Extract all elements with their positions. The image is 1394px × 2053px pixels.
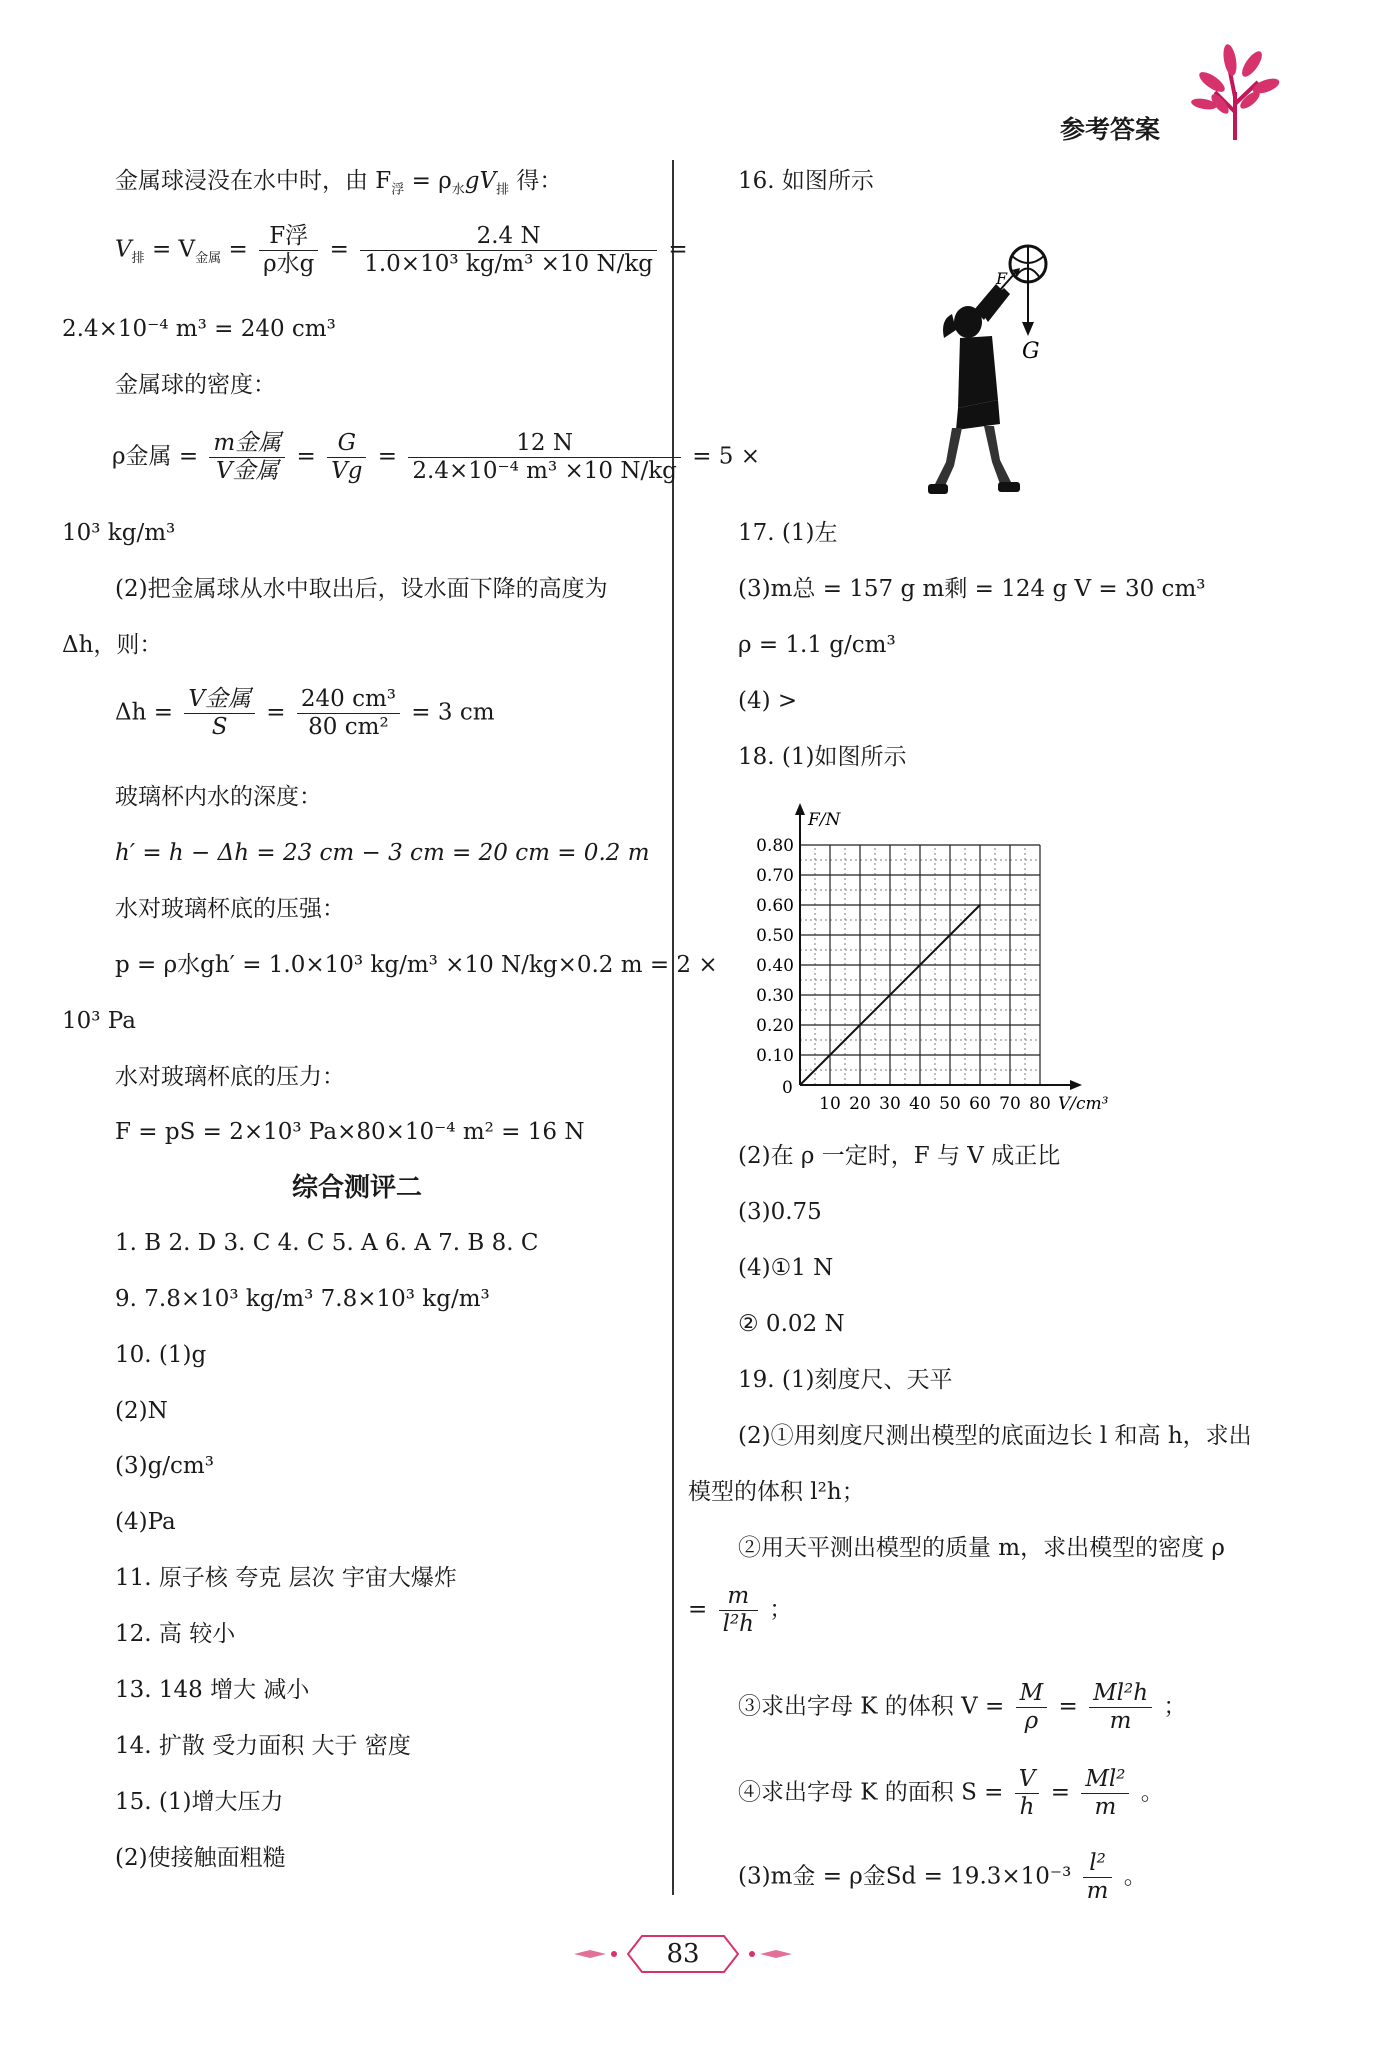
force-label: 水对玻璃杯底的压力： xyxy=(115,1064,345,1090)
x-tick-label: 50 xyxy=(939,1094,961,1114)
y-tick-label: 0.40 xyxy=(756,956,794,976)
y-tick-label: 0.30 xyxy=(756,986,794,1006)
answer-10: 10. (1)g xyxy=(115,1342,207,1368)
part2-line-b: Δh，则： xyxy=(62,632,163,658)
x-axis-arrow xyxy=(1070,1080,1082,1090)
header-tree-logo xyxy=(1190,42,1280,142)
column-divider xyxy=(672,160,674,1895)
rho-result: 10³ kg/m³ xyxy=(62,520,176,546)
answer-17d: (4) > xyxy=(738,688,798,714)
dh-equation: Δh = $\frac{\text{V金属}}{S}$ = $\frac{\text{240 cm³}}{\text{80 cm²}}$ = 3 cm xyxy=(115,686,495,740)
x-tick-label: 80 xyxy=(1029,1094,1051,1114)
fraction: $\frac{\text{l²}}{m}$ xyxy=(1083,1852,1113,1903)
answer-16: 16. 如图所示 xyxy=(738,168,874,194)
rho-equation: ρ金属 = $\frac{\text{m金属}}{\text{V金属}}$ = $\frac{G}{Vg}$ = $\frac{12 N}{\text{2.4×10⁻⁴ m³ ×10 N/kg}}$ = 5 × xyxy=(112,430,761,484)
fraction: $\frac{\text{V金属}}{S}$ xyxy=(184,688,255,739)
fraction: $\frac{G}{Vg}$ xyxy=(327,432,366,483)
pressure-equation: p = ρ水gh′ = 1.0×10³ kg/m³ ×10 N/kg×0.2 m = 2 × xyxy=(115,952,718,978)
answer-19d: ②用天平测出模型的质量 m，求出模型的密度 ρ xyxy=(738,1535,1225,1561)
header-title: 参考答案 xyxy=(1060,115,1161,144)
y-axis-label: F/N xyxy=(808,810,841,830)
answer-19b: (2)①用刻度尺测出模型的底面边长 l 和高 h，求出 xyxy=(738,1423,1252,1449)
fraction: $\frac{m}{\text{l²h}}$ xyxy=(719,1585,758,1636)
x-tick-label: 60 xyxy=(969,1094,991,1114)
answer-18d: (4)①1 N xyxy=(738,1255,834,1281)
x-tick-label: 10 xyxy=(819,1094,841,1114)
fraction: $\frac{\text{240 cm³}}{\text{80 cm²}}$ xyxy=(297,688,400,739)
answer-19e: = $\frac{m}{\text{l²h}}$ ； xyxy=(688,1583,793,1637)
answer-11: 11. 原子核 夸克 层次 宇宙大爆炸 xyxy=(115,1565,457,1591)
pressure-label: 水对玻璃杯底的压强： xyxy=(115,896,345,922)
y-tick-label: 0.20 xyxy=(756,1016,794,1036)
fv-chart xyxy=(730,795,1110,1115)
player-silhouette xyxy=(928,284,1020,494)
fraction: $\frac{\text{Ml²}}{m}$ xyxy=(1081,1768,1129,1819)
answer-9: 9. 7.8×10³ kg/m³ 7.8×10³ kg/m³ xyxy=(115,1286,490,1312)
gravity-arrow xyxy=(1022,282,1034,336)
page-number: 83 xyxy=(666,1939,700,1969)
answer-1-8: 1. B 2. D 3. C 4. C 5. A 6. A 7. B 8. C xyxy=(115,1230,539,1256)
answer-19h: (3)m金 = ρ金Sd = 19.3×10⁻³ $\frac{\text{l²}}{m}$ 。 xyxy=(738,1850,1147,1904)
fraction: $\frac{M}{\rho}$ xyxy=(1016,1682,1048,1733)
x-tick-label: 40 xyxy=(909,1094,931,1114)
answer-18c: (3)0.75 xyxy=(738,1199,822,1225)
answer-12: 12. 高 较小 xyxy=(115,1621,236,1647)
depth-label: 玻璃杯内水的深度： xyxy=(115,784,322,810)
fv-chart-svg xyxy=(730,795,1110,1115)
fraction: $\frac{12 N}{\text{2.4×10⁻⁴ m³ ×10 N/kg}}$ xyxy=(408,432,681,483)
answer-19f: ③求出字母 K 的体积 V = $\frac{M}{\rho}$ = $\frac{\text{Ml²h}}{m}$ ； xyxy=(738,1680,1187,1734)
volleyball-figure xyxy=(900,240,1070,510)
answer-10c: (3)g/cm³ xyxy=(115,1453,214,1479)
y-tick-label: 0.60 xyxy=(756,896,794,916)
fraction: $\frac{\text{Ml²h}}{m}$ xyxy=(1089,1682,1152,1733)
y-axis-arrow xyxy=(795,803,805,815)
answer-19g: ④求出字母 K 的面积 S = $\frac{V}{h}$ = $\frac{\text{Ml²}}{m}$ 。 xyxy=(738,1766,1164,1820)
answer-18b: (2)在 ρ 一定时，F 与 V 成正比 xyxy=(738,1143,1061,1169)
fraction: $\frac{\text{F浮}}{\text{ρ水g}}$ xyxy=(259,225,318,276)
section-title: 综合测评二 xyxy=(292,1173,423,1203)
volleyball-ball xyxy=(1010,246,1046,282)
answer-17b: (3)m总 = 157 g m剩 = 124 g V = 30 cm³ xyxy=(738,576,1206,602)
answer-17: 17. (1)左 xyxy=(738,520,838,546)
answer-14: 14. 扩散 受力面积 大于 密度 xyxy=(115,1733,411,1759)
v-result: 2.4×10⁻⁴ m³ = 240 cm³ xyxy=(62,316,336,342)
y-tick-label: 0.50 xyxy=(756,926,794,946)
answer-19: 19. (1)刻度尺、天平 xyxy=(738,1367,953,1393)
gravity-label: G xyxy=(1022,339,1040,364)
answer-15: 15. (1)增大压力 xyxy=(115,1789,284,1815)
left-line-1: 金属球浸没在水中时，由 $F_浮 = \rho_水gV_排$ 得： xyxy=(115,168,563,198)
fraction: $\frac{2.4 N}{\text{1.0×10³ kg/m³ ×10 N/kg}}$ xyxy=(360,225,657,276)
force-label: F xyxy=(996,269,1008,288)
x-tick-label: 70 xyxy=(999,1094,1021,1114)
answer-18e: ② 0.02 N xyxy=(738,1311,845,1337)
answer-10b: (2)N xyxy=(115,1398,168,1424)
density-label: 金属球的密度： xyxy=(115,372,276,398)
answer-10d: (4)Pa xyxy=(115,1509,176,1535)
depth-equation: h′ = h − Δh = 23 cm − 3 cm = 20 cm = 0.2 m xyxy=(115,840,650,866)
pressure-result: 10³ Pa xyxy=(62,1008,136,1034)
v-equation: $V_排 = V_{金属}$ = $\frac{\text{F浮}}{\text{ρ水g}}$ = $\frac{2.4 N}{\text{1.0×10³ kg/m³ ×10 N/kg}}$ = xyxy=(115,223,688,277)
fraction: $\frac{\text{m金属}}{\text{V金属}}$ xyxy=(209,432,285,483)
origin-label: 0 xyxy=(782,1078,793,1098)
force-equation: F = pS = 2×10³ Pa×80×10⁻⁴ m² = 16 N xyxy=(115,1119,585,1145)
answer-15b: (2)使接触面粗糙 xyxy=(115,1845,286,1871)
answer-19c: 模型的体积 l²h； xyxy=(688,1479,865,1505)
y-tick-label: 0.10 xyxy=(756,1046,794,1066)
fraction: $\frac{V}{h}$ xyxy=(1015,1768,1040,1819)
answer-18: 18. (1)如图所示 xyxy=(738,744,907,770)
answer-13: 13. 148 增大 减小 xyxy=(115,1677,310,1703)
y-tick-label: 0.80 xyxy=(756,836,794,856)
y-tick-label: 0.70 xyxy=(756,866,794,886)
answer-17c: ρ = 1.1 g/cm³ xyxy=(738,632,896,658)
part2-line: (2)把金属球从水中取出后，设水面下降的高度为 xyxy=(115,576,608,602)
x-axis-label: V/cm³ xyxy=(1058,1094,1109,1114)
x-tick-label: 20 xyxy=(849,1094,871,1114)
x-tick-label: 30 xyxy=(879,1094,901,1114)
